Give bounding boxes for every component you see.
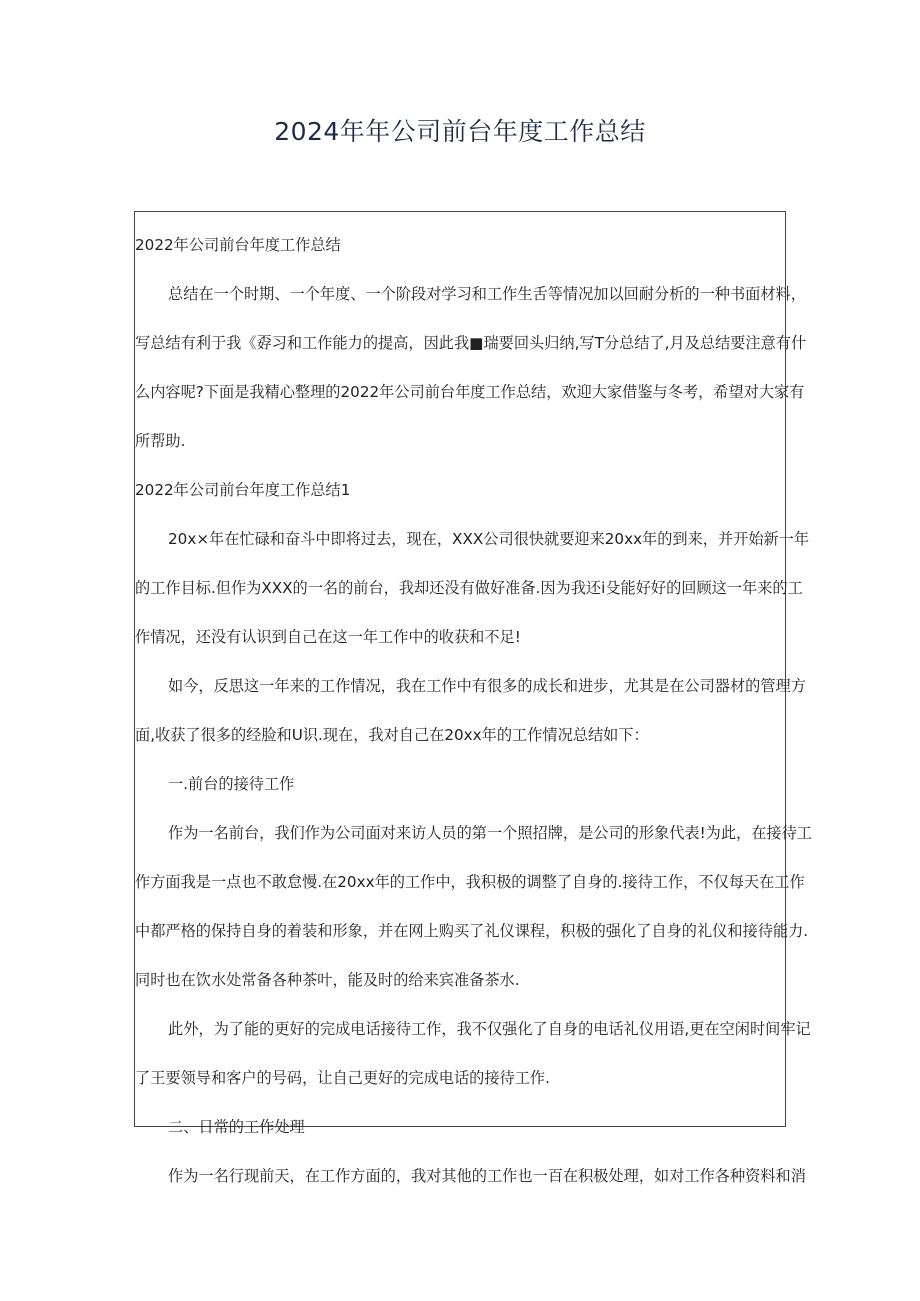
paragraph-line: 么内容呢?下面是我精心整理的2022年公司前台年度工作总结，欢迎大家借鉴与冬考，希望对大家有 [135, 383, 805, 401]
paragraph-line: 同时也在饮水处常备各种茶叶，能及时的给来宾准备茶水. [135, 971, 520, 989]
doc-heading: 2022年公司前台年度工作总结 [135, 236, 341, 254]
paragraph-line: 此外，为了能的更好的完成电话接待工作，我不仅强化了自身的电话礼仪用语,更在空闲时间牢记 [168, 1020, 811, 1038]
paragraph-line: 所帮助. [135, 432, 186, 450]
paragraph-line: 20x×年在忙碌和奋斗中即将过去，现在，XXX公司很快就要迎来20xx年的到来，并开始新一年 [168, 530, 810, 548]
paragraph-line: 写总结有利于我《孬习和工作能力的提高，因此我■瑞要回头归纳,写T分总结了,月及总结要注意有什 [135, 334, 807, 352]
paragraph-line: 面,收获了很多的经脸和U识.现在，我对自己在20xx年的工作情况总结如下： [135, 726, 649, 744]
page-title: 2024年年公司前台年度工作总结 [274, 117, 646, 146]
paragraph-line: 如今，反思这一年来的工作情况，我在工作中有很多的成长和进步，尤其是在公司器材的管理方 [168, 677, 806, 695]
paragraph-line: 的工作目标.但作为XXX的一名的前台，我却还没有做好准备.因为我还i殳能好好的回顾这一年来的工 [135, 579, 803, 597]
paragraph-line: 作方面我是一点也不敢怠慢.在20xx年的工作中，我积极的调整了自身的.接待工作，不仅每天在工作 [135, 873, 805, 891]
subsection-heading: 二、日常的工作处理 [168, 1118, 305, 1136]
paragraph-line: 作为一名前台，我们作为公司面对来访人员的第一个照招牌，是公司的形象代表!为此，在接待工 [168, 824, 812, 842]
paragraph-line: 作情况，还没有认识到自己在这一年工作中的收获和不足! [135, 628, 521, 646]
paragraph-line: 中都严格的保持自身的着装和形象，并在网上购买了礼仪课程，积极的强化了自身的礼仪和接待能力. [135, 922, 809, 940]
subsection-heading: 一.前台的接待工作 [168, 775, 295, 793]
paragraph-line: 作为一名行现前天，在工作方面的，我对其他的工作也一百在积极处理，如对工作各种资料和消 [168, 1167, 806, 1185]
paragraph-line: 总结在一个时期、一个年度、一个阶段对学习和工作生舌等情况加以回耐分析的一种书面材料， [168, 285, 806, 303]
section-heading: 2022年公司前台年度工作总结1 [135, 481, 351, 499]
paragraph-line: 了王要领导和客户的号码，让自己更好的完成电话的接待工作. [135, 1069, 550, 1087]
